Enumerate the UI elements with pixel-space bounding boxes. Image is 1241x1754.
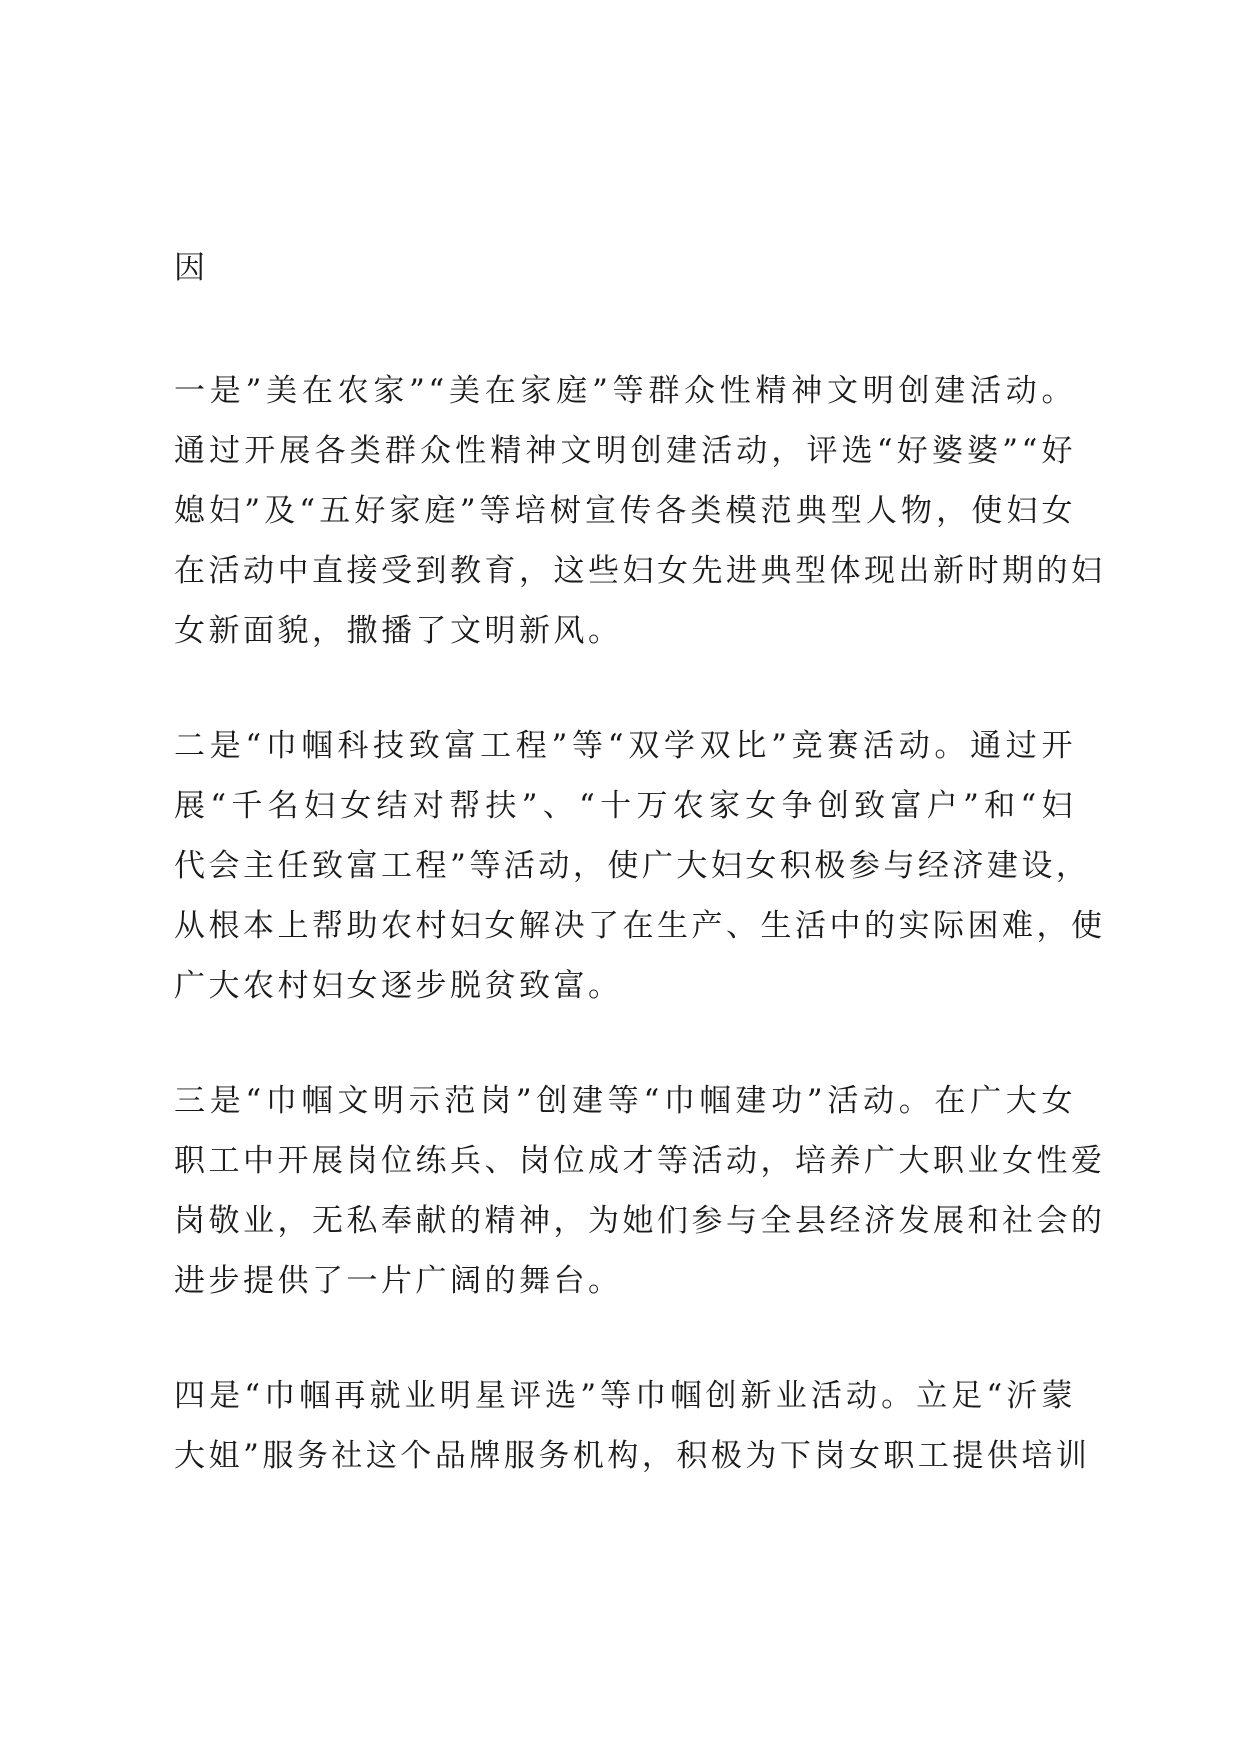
text-line: 三是“巾帼文明示范岗”创建等“巾帼建功”活动。在广大女 bbox=[174, 1083, 1076, 1119]
paragraph-two bbox=[174, 716, 1106, 1016]
text-line: 职工中开展岗位练兵、岗位成才等活动，培养广大职业女性爱 bbox=[174, 1143, 1106, 1179]
text-line: 媳妇”及“五好家庭”等培树宣传各类模范典型人物，使妇女 bbox=[174, 493, 1076, 529]
text-line: 广大农村妇女逐步脱贫致富。 bbox=[174, 968, 623, 1004]
text-line: 一是”美在农家”“美在家庭”等群众性精神文明创建活动。 bbox=[174, 373, 1076, 409]
text-line: 女新面貌，撒播了文明新风。 bbox=[174, 613, 623, 649]
text-line: 因 bbox=[174, 250, 209, 286]
paragraph-fragment bbox=[174, 238, 1076, 298]
text-line: 展“千名妇女结对帮扶”、“十万农家女争创致富户”和“妇 bbox=[174, 788, 1076, 824]
text-line: 进步提供了一片广阔的舞台。 bbox=[174, 1263, 623, 1299]
text-line: 四是“巾帼再就业明星评选”等巾帼创新业活动。立足“沂蒙 bbox=[174, 1378, 1076, 1414]
text-line: 二是“巾帼科技致富工程”等“双学双比”竞赛活动。通过开 bbox=[174, 728, 1076, 764]
paragraph-one bbox=[174, 361, 1106, 661]
text-line: 从根本上帮助农村妇女解决了在生产、生活中的实际困难，使 bbox=[174, 908, 1106, 944]
text-line: 通过开展各类群众性精神文明创建活动，评选“好婆婆”“好 bbox=[174, 433, 1076, 469]
text-line: 在活动中直接受到教育，这些妇女先进典型体现出新时期的妇 bbox=[174, 553, 1106, 589]
text-line: 大姐”服务社这个品牌服务机构，积极为下岗女职工提供培训 bbox=[174, 1438, 1091, 1474]
document-page bbox=[174, 238, 1106, 1541]
paragraph-four bbox=[174, 1366, 1091, 1486]
text-line: 代会主任致富工程”等活动，使广大妇女积极参与经济建设， bbox=[174, 848, 1091, 884]
paragraph-three bbox=[174, 1071, 1106, 1311]
text-line: 岗敬业，无私奉献的精神，为她们参与全县经济发展和社会的 bbox=[174, 1203, 1106, 1239]
